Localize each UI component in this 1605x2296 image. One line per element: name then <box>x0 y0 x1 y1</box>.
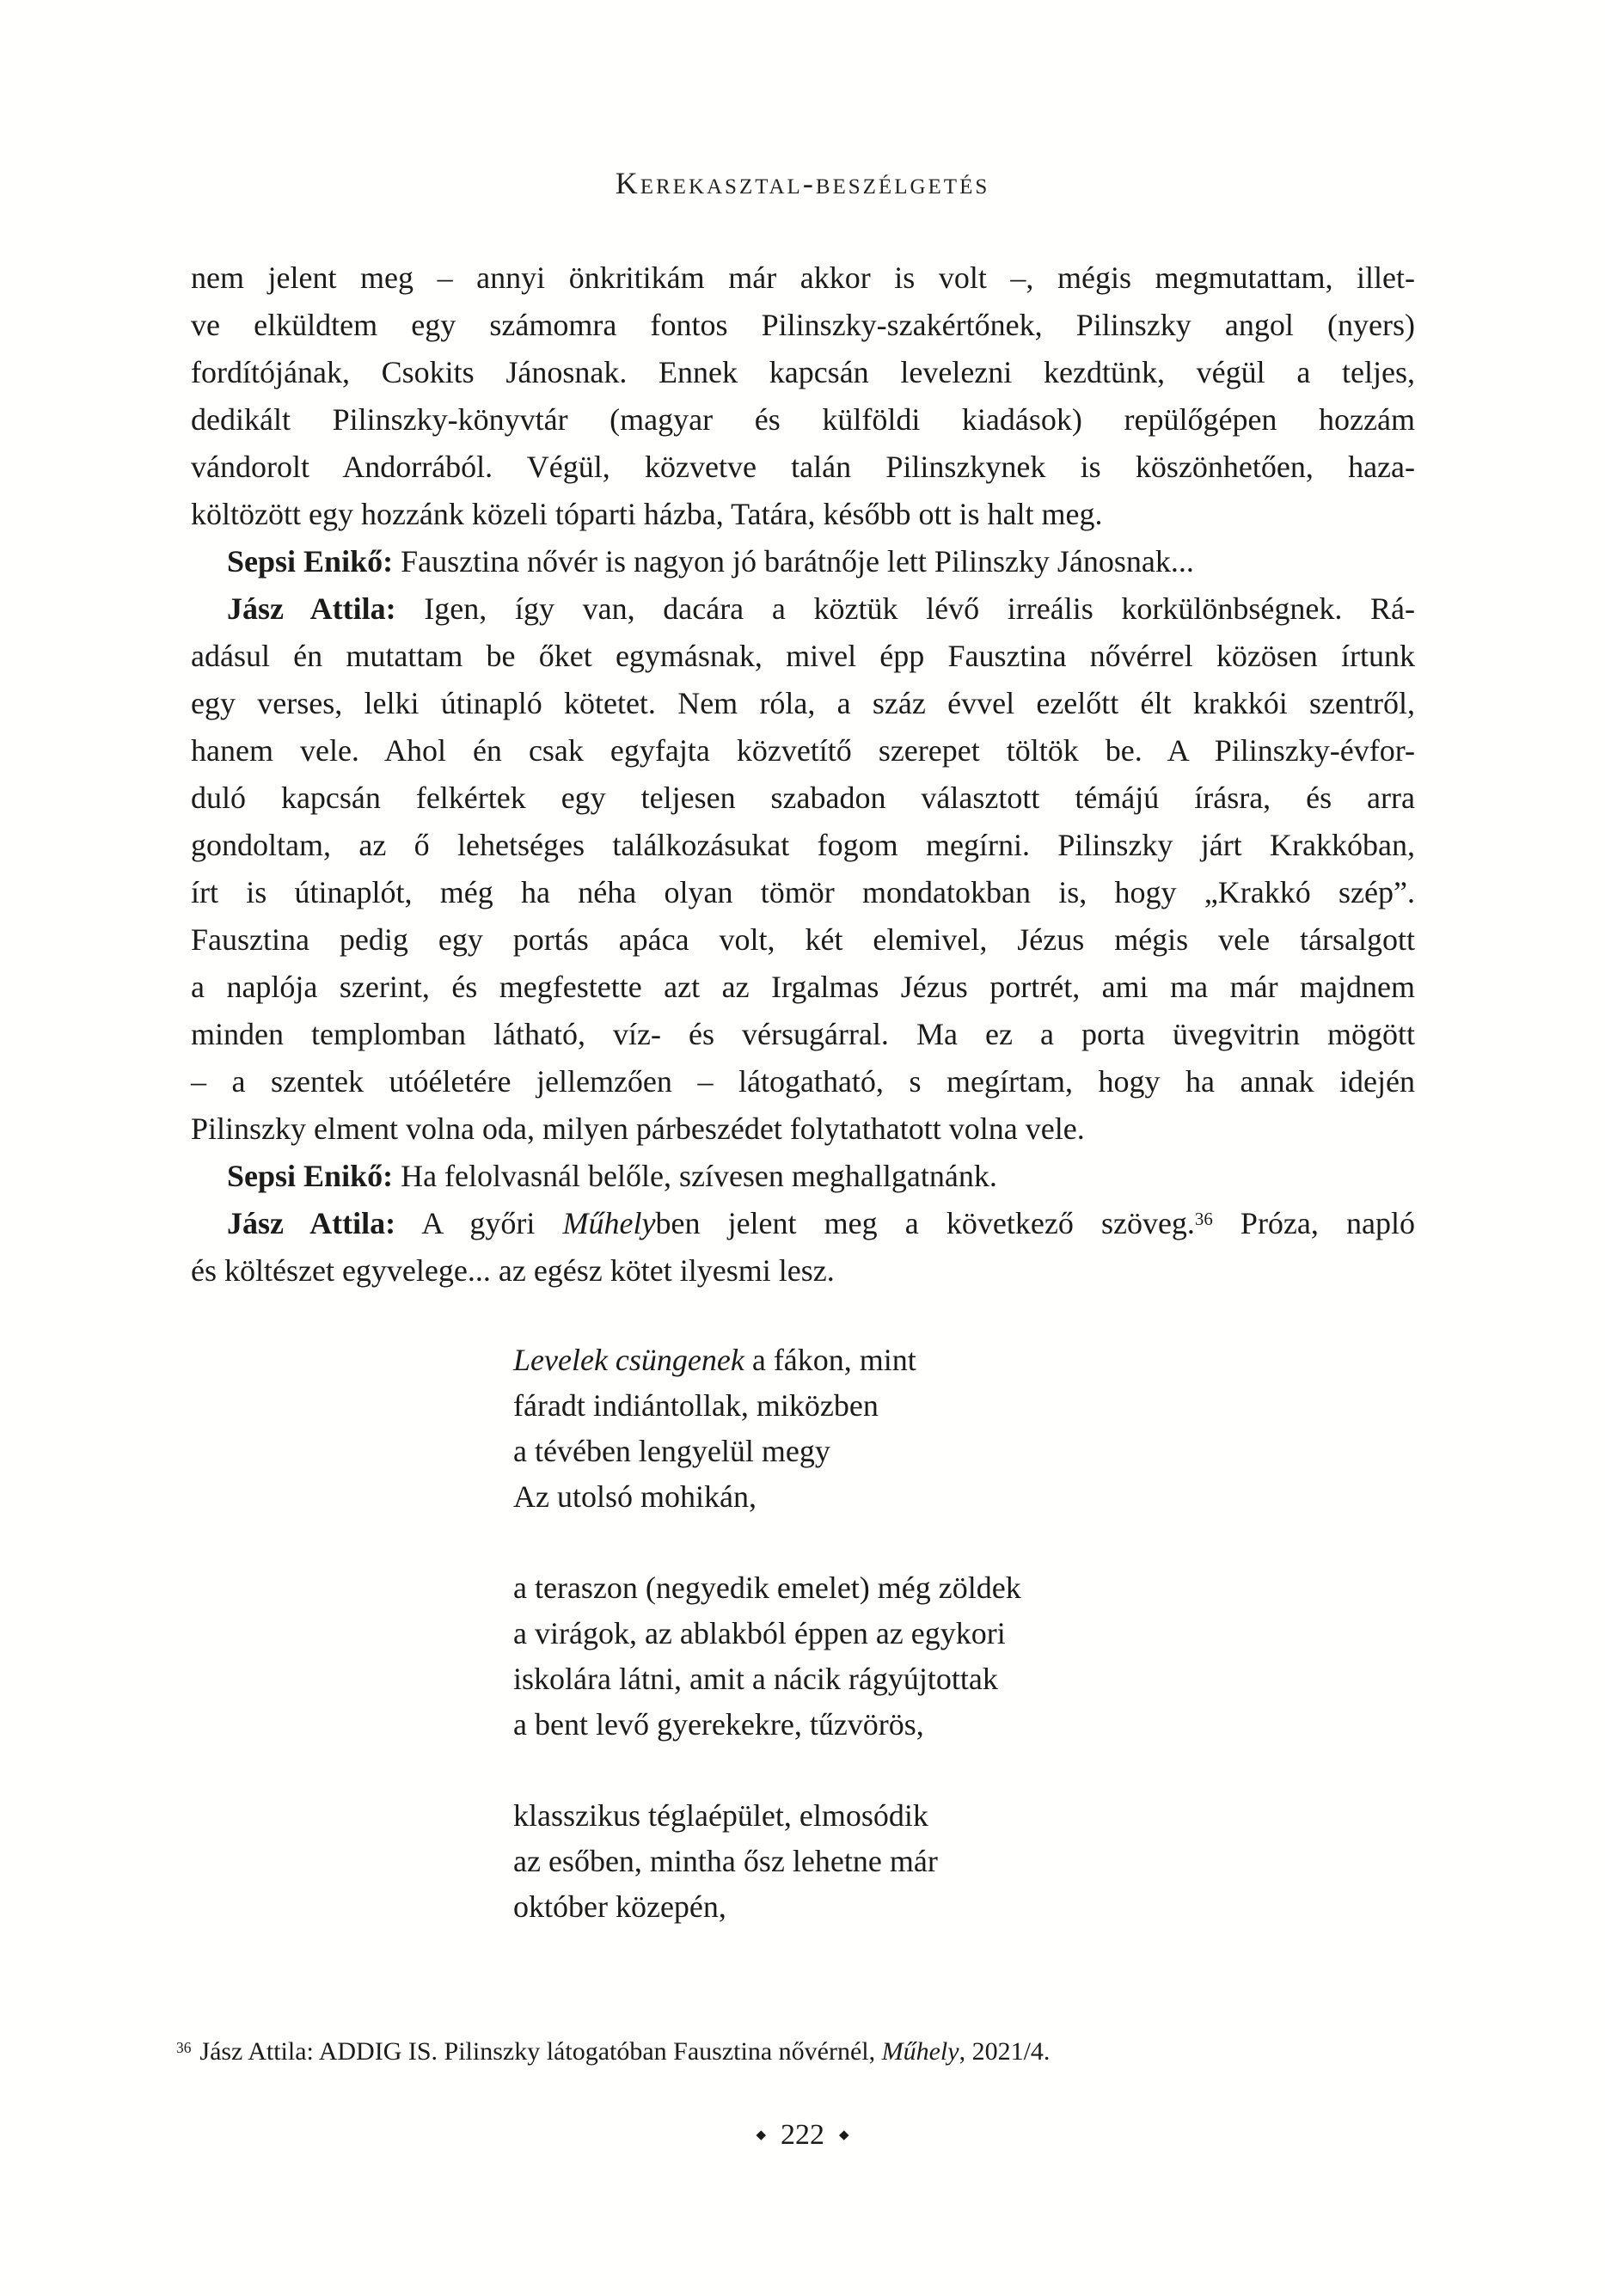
text-segment: a naplója szerint, és megfestette azt az Irgalmas Jézus portrét, ami ma már majdnem <box>191 970 1415 1004</box>
text-segment: A győri <box>395 1206 563 1240</box>
text-segment: adásul én mutattam be őket egymásnak, mivel épp Fausztina nővérrel közösen írtunk <box>191 639 1415 673</box>
italic-segment: Műhely <box>881 2037 959 2066</box>
speaker-name: Jász Attila: <box>227 591 396 626</box>
text-segment: és költészet egyvelege... az egész kötet ilyesmi lesz. <box>191 1253 835 1288</box>
poem-stanza <box>513 1793 1021 1930</box>
page-footer <box>0 2116 1605 2159</box>
poem <box>513 1338 1021 1930</box>
text-segment: klasszikus téglaépület, elmosódik <box>513 1798 928 1833</box>
text-segment: vándorolt Andorrából. Végül, közvetve talán Pilinszkynek is köszönhetően, haza- <box>191 450 1415 484</box>
poem-line <box>513 1884 1021 1930</box>
text-line <box>191 916 1415 964</box>
text-segment: az esőben, mintha ősz lehetne már <box>513 1844 938 1878</box>
text-segment: Fausztina pedig egy portás apáca volt, két elemivel, Jézus mégis vele társalgott <box>191 922 1415 957</box>
poem-stanza <box>513 1338 1021 1520</box>
text-segment: ve elküldtem egy számomra fontos Pilinszky-szakértőnek, Pilinszky angol (nyers) <box>191 308 1415 342</box>
poem-line <box>513 1338 1021 1383</box>
text-segment: ben jelent meg a következő szöveg. <box>655 1206 1195 1240</box>
poem-line <box>513 1383 1021 1429</box>
text-line <box>191 1011 1415 1058</box>
footnote-marker: 36 <box>176 2039 192 2057</box>
text-segment: Próza, napló <box>1212 1206 1416 1240</box>
poem-line <box>513 1702 1021 1748</box>
text-line <box>191 727 1415 775</box>
text-segment: iskolára látni, amit a nácik rágyújtottak <box>513 1662 998 1696</box>
text-segment: költözött egy hozzánk közeli tóparti házba, Tatára, később ott is halt meg. <box>191 497 1103 531</box>
text-segment: a fákon, mint <box>744 1343 916 1377</box>
body-text <box>191 254 1415 1295</box>
text-segment: a teraszon (negyedik emelet) még zöldek <box>513 1570 1021 1605</box>
text-segment: Pilinszky elment volna oda, milyen párbeszédet folytathatott volna vele. <box>191 1111 1085 1146</box>
text-segment: a bent levő gyerekekre, tűzvörös, <box>513 1707 924 1742</box>
text-line <box>191 680 1415 727</box>
text-segment: – a szentek utóéletére jellemzően – látogatható, s megírtam, hogy ha annak idején <box>191 1064 1415 1099</box>
text-segment: Ha felolvasnál belőle, szívesen meghallgatnánk. <box>393 1159 997 1193</box>
text-segment: minden templomban látható, víz- és vérsugárral. Ma ez a porta üvegvitrin mögött <box>191 1017 1415 1051</box>
running-header: Kerekasztal-beszélgetés <box>615 166 990 200</box>
speaker-name: Sepsi Enikő: <box>227 544 394 579</box>
footnote-text <box>199 2037 1050 2066</box>
text-line <box>191 585 1415 633</box>
text-segment: fordítójának, Csokits Jánosnak. Ennek kapcsán levelezni kezdtünk, végül a teljes, <box>191 355 1415 389</box>
poem-line <box>513 1474 1021 1520</box>
text-segment: hanem vele. Ahol én csak egyfajta közvetítő szerepet töltök be. A Pilinszky-évfor- <box>191 733 1415 768</box>
speaker-name: Sepsi Enikő: <box>227 1159 394 1193</box>
page-number-ornament-right: ◆ <box>839 2128 849 2142</box>
page-number-ornament-left: ◆ <box>756 2128 766 2142</box>
text-line <box>191 1153 1415 1200</box>
text-segment: gondoltam, az ő lehetséges találkozásukat fogom megírni. Pilinszky járt Krakkóban, <box>191 828 1415 862</box>
poem-line <box>513 1565 1021 1611</box>
text-line <box>191 633 1415 680</box>
page-number: 222 <box>781 2119 824 2151</box>
text-segment: duló kapcsán felkértek egy teljesen szabadon választott témájú írásra, és arra <box>191 781 1415 815</box>
text-segment: Jász Attila: ADDIG IS. Pilinszky látogatóban Fausztina nővérnél, <box>199 2037 882 2066</box>
text-segment: nem jelent meg – annyi önkritikám már akkor is volt –, mégis megmutattam, illet- <box>191 260 1415 295</box>
speaker-name: Jász Attila: <box>227 1206 396 1240</box>
footnote <box>176 2035 1431 2069</box>
poem-line <box>513 1839 1021 1884</box>
text-segment: , 2021/4. <box>959 2037 1051 2066</box>
text-segment: Fausztina nővér is nagyon jó barátnője lett Pilinszky Jánosnak... <box>393 544 1194 579</box>
text-line <box>191 1247 1415 1295</box>
poem-line <box>513 1656 1021 1702</box>
text-line <box>191 1058 1415 1105</box>
italic-segment: Levelek csüngenek <box>513 1343 744 1377</box>
italic-segment: Műhely <box>562 1206 656 1240</box>
poem-line <box>513 1611 1021 1656</box>
text-line <box>191 349 1415 396</box>
text-line <box>191 1105 1415 1153</box>
text-line <box>191 396 1415 444</box>
text-segment: Az utolsó mohikán, <box>513 1479 757 1514</box>
poem-line <box>513 1793 1021 1839</box>
text-line <box>191 1200 1415 1247</box>
text-segment: Igen, így van, dacára a köztük lévő irreális korkülönbségnek. Rá- <box>395 591 1415 626</box>
text-segment: a tévében lengyelül megy <box>513 1434 830 1468</box>
text-segment: október közepén, <box>513 1889 726 1924</box>
poem-line <box>513 1429 1021 1474</box>
text-line <box>191 254 1415 302</box>
text-line <box>191 822 1415 869</box>
text-line <box>191 444 1415 491</box>
text-line <box>191 302 1415 349</box>
text-line <box>191 775 1415 822</box>
poem-stanza <box>513 1565 1021 1748</box>
text-segment: a virágok, az ablakból éppen az egykori <box>513 1616 1006 1650</box>
text-segment: írt is útinaplót, még ha néha olyan tömör mondatokban is, hogy „Krakkó szép”. <box>191 875 1415 909</box>
text-segment: egy verses, lelki útinapló kötetet. Nem róla, a száz évvel ezelőtt élt krakkói szentről, <box>191 686 1415 720</box>
text-segment: dedikált Pilinszky-könyvtár (magyar és külföldi kiadások) repülőgépen hozzám <box>191 402 1415 437</box>
text-segment: fáradt indiántollak, miközben <box>513 1388 879 1423</box>
footnote-reference: 36 <box>1194 1208 1213 1229</box>
text-line <box>191 869 1415 916</box>
text-line <box>191 538 1415 585</box>
text-line <box>191 964 1415 1011</box>
text-line <box>191 491 1415 538</box>
